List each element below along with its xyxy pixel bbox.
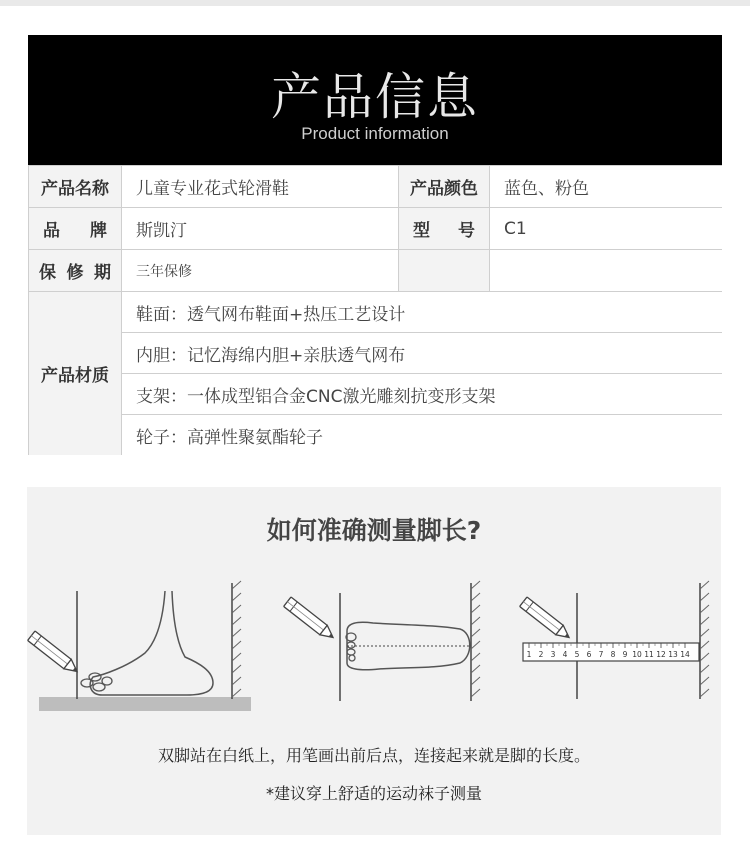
empty-value-cell xyxy=(490,250,722,292)
paper-base xyxy=(39,697,251,711)
foot-side-illustration xyxy=(27,579,257,719)
ruler-tick-label: 8 xyxy=(610,650,616,659)
warranty-label-char: 期 xyxy=(94,263,111,283)
ruler-tick-label: 6 xyxy=(586,650,592,659)
material-row: 内胆：记忆海绵内胆+亲肤透气网布 xyxy=(122,333,722,374)
ruler-tick-label: 13 xyxy=(668,650,678,659)
ruler-tick-label: 9 xyxy=(622,650,628,659)
model-label xyxy=(399,208,490,250)
ruler-tick-label: 7 xyxy=(598,650,604,659)
section-banner xyxy=(28,35,722,165)
brand-label xyxy=(29,208,122,250)
measure-guide xyxy=(27,487,721,835)
ruler-tick-label: 12 xyxy=(656,650,666,659)
ruler-tick-label: 5 xyxy=(574,650,580,659)
pencil-icon xyxy=(28,631,81,676)
guide-note: *建议穿上舒适的运动袜子测量 xyxy=(265,784,482,803)
banner-subtitle: Product information xyxy=(301,124,449,143)
model-label-char: 型 xyxy=(413,221,430,241)
ruler-tick-label: 3 xyxy=(550,650,556,659)
empty-label-cell xyxy=(399,250,490,292)
brand-label-char: 牌 xyxy=(90,221,107,241)
model-label-char: 号 xyxy=(458,221,475,241)
warranty-label xyxy=(29,250,122,292)
ruler-tick-label: 10 xyxy=(632,650,642,659)
foot-top-illustration xyxy=(255,579,487,719)
foot-outline xyxy=(90,591,213,695)
material-row: 轮子：高弹性聚氨酯轮子 xyxy=(122,415,722,455)
brand-label-char: 品 xyxy=(43,221,60,241)
warranty-label-char: 修 xyxy=(66,263,84,283)
ruler-tick-label: 14 xyxy=(680,650,690,659)
material-row: 支架：一体成型铝合金CNC激光雕刻抗变形支架 xyxy=(122,374,722,415)
product-name-value: 儿童专业花式轮滑鞋 xyxy=(122,166,399,208)
ruler-tick-label: 4 xyxy=(562,650,568,659)
product-name-label: 产品名称 xyxy=(29,166,122,208)
guide-title: 如何准确测量脚长? xyxy=(266,516,482,545)
product-color-value: 蓝色、粉色 xyxy=(490,166,722,208)
ruler-tick-label: 2 xyxy=(538,650,544,659)
guide-description: 双脚站在白纸上，用笔画出前后点，连接起来就是脚的长度。 xyxy=(157,746,590,765)
pencil-icon xyxy=(520,597,573,642)
warranty-value: 三年保修 xyxy=(122,250,399,292)
model-value: C1 xyxy=(490,208,722,250)
pencil-icon xyxy=(284,597,337,642)
banner-title: 产品信息 xyxy=(271,68,479,126)
warranty-label-char: 保 xyxy=(39,263,56,283)
ruler-tick-label: 11 xyxy=(644,650,654,659)
ruler-tick-label: 1 xyxy=(526,650,532,659)
product-color-label: 产品颜色 xyxy=(399,166,490,208)
spec-table xyxy=(28,165,722,455)
top-strip xyxy=(0,0,750,6)
ruler-illustration xyxy=(487,579,721,719)
brand-value: 斯凯汀 xyxy=(122,208,399,250)
material-row: 鞋面：透气网布鞋面+热压工艺设计 xyxy=(122,292,722,333)
material-label: 产品材质 xyxy=(29,292,122,455)
